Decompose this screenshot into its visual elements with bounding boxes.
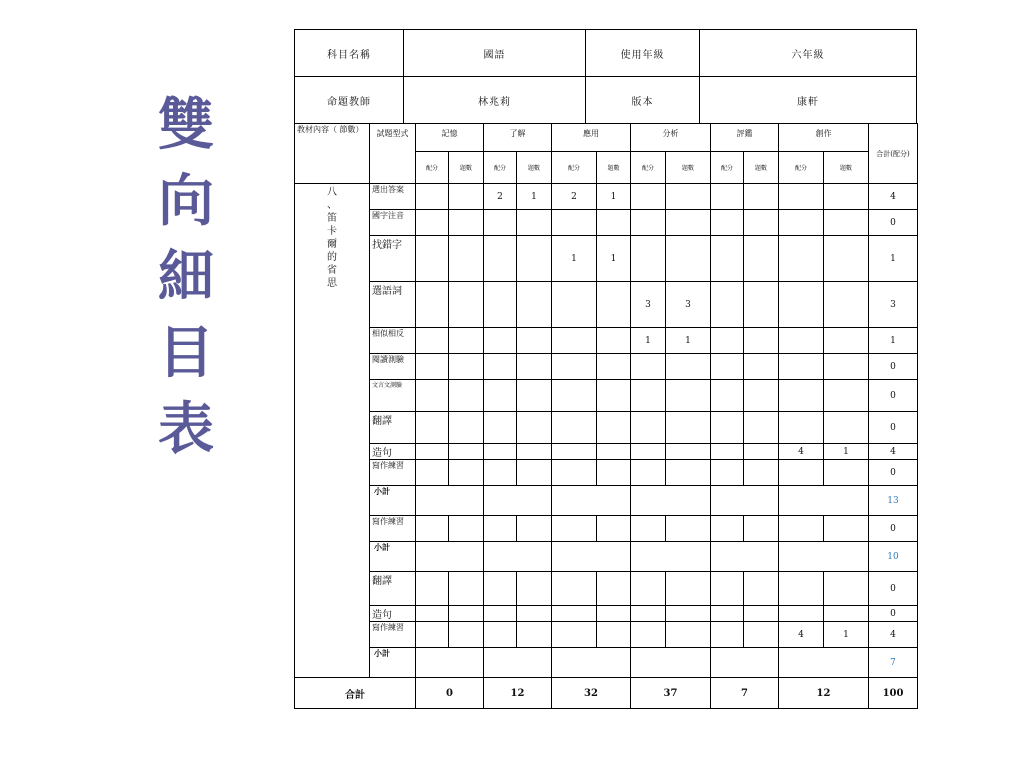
value-cell <box>711 236 744 282</box>
content-char: 的 <box>327 252 337 263</box>
value-cell <box>711 412 744 444</box>
value-cell <box>631 572 666 606</box>
value-cell <box>484 622 517 648</box>
value-cell <box>597 380 631 412</box>
value-cell <box>416 210 449 236</box>
value-cell <box>484 282 517 328</box>
value-cell <box>711 572 744 606</box>
value-cell <box>666 444 711 460</box>
value-cell <box>824 380 869 412</box>
subtotal-cell <box>711 486 779 516</box>
value-cell <box>449 606 484 622</box>
value-cell: 1 <box>631 328 666 354</box>
value-cell: 1 <box>597 236 631 282</box>
value-cell <box>597 282 631 328</box>
value-cell <box>552 444 597 460</box>
value-cell <box>597 354 631 380</box>
value-cell <box>449 236 484 282</box>
value-cell <box>666 380 711 412</box>
teacher-label: 命題教師 <box>295 77 404 124</box>
table-row <box>295 516 918 542</box>
table-row <box>295 572 918 606</box>
value-cell <box>824 210 869 236</box>
subtotal-cell <box>631 486 711 516</box>
value-cell <box>711 354 744 380</box>
value-cell <box>744 380 779 412</box>
value-cell <box>484 516 517 542</box>
value-cell <box>484 460 517 486</box>
value-cell <box>711 460 744 486</box>
value-cell <box>552 282 597 328</box>
value-cell <box>517 606 552 622</box>
value-cell <box>711 516 744 542</box>
value-cell <box>779 380 824 412</box>
table-row <box>295 124 918 152</box>
value-cell <box>744 572 779 606</box>
row-total: 0 <box>869 516 918 542</box>
grade-value: 六年級 <box>700 30 917 77</box>
value-cell <box>517 622 552 648</box>
value-cell: 4 <box>779 622 824 648</box>
value-cell <box>449 516 484 542</box>
value-cell <box>711 444 744 460</box>
score-subheader: 配分 <box>552 152 597 184</box>
content-header: 教材內容（ 節數） <box>295 124 370 184</box>
value-cell <box>824 516 869 542</box>
value-cell <box>744 354 779 380</box>
subtotal-cell <box>552 542 631 572</box>
value-cell <box>779 282 824 328</box>
value-cell <box>744 328 779 354</box>
value-cell <box>416 282 449 328</box>
question-type: 寫作練習 <box>370 460 416 486</box>
value-cell <box>779 606 824 622</box>
subtotal-cell <box>484 648 552 678</box>
category-header: 創作 <box>779 124 869 152</box>
value-cell <box>484 606 517 622</box>
value-cell: 1 <box>824 622 869 648</box>
row-total: 0 <box>869 606 918 622</box>
teacher-value: 林兆莉 <box>404 77 586 124</box>
score-subheader: 配分 <box>631 152 666 184</box>
value-cell <box>711 210 744 236</box>
value-cell <box>517 412 552 444</box>
subtotal-cell <box>779 542 869 572</box>
value-cell <box>449 184 484 210</box>
value-cell <box>484 412 517 444</box>
question-type: 國字注音 <box>370 210 416 236</box>
value-cell <box>597 606 631 622</box>
value-cell <box>824 328 869 354</box>
score-subheader: 配分 <box>416 152 449 184</box>
value-cell <box>779 516 824 542</box>
subtotal-value: 13 <box>869 486 918 516</box>
value-cell <box>449 412 484 444</box>
value-cell <box>824 572 869 606</box>
table-row <box>295 412 918 444</box>
question-type: 相似相反 <box>370 328 416 354</box>
value-cell <box>449 460 484 486</box>
value-cell <box>517 282 552 328</box>
value-cell <box>824 412 869 444</box>
value-cell <box>666 412 711 444</box>
question-type: 翻譯 <box>370 572 416 606</box>
value-cell <box>711 622 744 648</box>
count-subheader: 題數 <box>449 152 484 184</box>
value-cell <box>779 210 824 236</box>
value-cell <box>631 236 666 282</box>
value-cell <box>631 444 666 460</box>
value-cell <box>631 460 666 486</box>
value-cell <box>517 444 552 460</box>
value-cell <box>666 236 711 282</box>
subtotal-label: 小計 <box>370 648 416 678</box>
value-cell <box>416 606 449 622</box>
category-header: 分析 <box>631 124 711 152</box>
question-type: 寫作練習 <box>370 622 416 648</box>
value-cell <box>484 354 517 380</box>
subtotal-cell <box>552 486 631 516</box>
value-cell <box>416 460 449 486</box>
value-cell <box>824 236 869 282</box>
value-cell <box>744 444 779 460</box>
value-cell <box>449 354 484 380</box>
value-cell <box>449 572 484 606</box>
row-total: 0 <box>869 380 918 412</box>
table-row <box>295 606 918 622</box>
value-cell <box>597 572 631 606</box>
subtotal-cell <box>484 486 552 516</box>
row-total: 0 <box>869 460 918 486</box>
subtotal-cell <box>779 648 869 678</box>
value-cell <box>779 412 824 444</box>
value-cell <box>416 184 449 210</box>
value-cell <box>779 184 824 210</box>
value-cell <box>416 412 449 444</box>
value-cell <box>552 354 597 380</box>
value-cell <box>517 572 552 606</box>
row-total: 0 <box>869 572 918 606</box>
count-subheader: 題數 <box>597 152 631 184</box>
table-row <box>295 184 918 210</box>
subtotal-value: 7 <box>869 648 918 678</box>
title-char: 表 <box>158 397 214 462</box>
table-row <box>295 444 918 460</box>
value-cell <box>631 380 666 412</box>
grand-total: 100 <box>869 678 918 709</box>
value-cell <box>517 354 552 380</box>
edition-value: 康軒 <box>700 77 917 124</box>
value-cell: 2 <box>484 184 517 210</box>
table-row <box>295 380 918 412</box>
value-cell: 1 <box>552 236 597 282</box>
title-char: 細 <box>158 245 214 310</box>
value-cell <box>597 622 631 648</box>
value-cell: 4 <box>779 444 824 460</box>
value-cell <box>711 380 744 412</box>
value-cell <box>416 516 449 542</box>
value-cell <box>631 412 666 444</box>
subtotal-label: 小計 <box>370 542 416 572</box>
subject-label: 科目名稱 <box>295 30 404 77</box>
edition-label: 版本 <box>586 77 700 124</box>
value-cell <box>744 282 779 328</box>
value-cell <box>449 328 484 354</box>
content-char: 爾 <box>327 239 337 250</box>
value-cell <box>744 236 779 282</box>
row-total: 4 <box>869 622 918 648</box>
table-row <box>295 282 918 328</box>
grand-total-value: 12 <box>484 678 552 709</box>
value-cell <box>449 622 484 648</box>
value-cell <box>416 328 449 354</box>
title-char: 向 <box>158 169 214 234</box>
value-cell <box>552 572 597 606</box>
value-cell <box>552 210 597 236</box>
value-cell <box>517 516 552 542</box>
value-cell <box>744 184 779 210</box>
value-cell <box>597 460 631 486</box>
value-cell <box>597 210 631 236</box>
table-row <box>295 236 918 282</box>
value-cell <box>552 622 597 648</box>
value-cell <box>416 622 449 648</box>
header-table <box>294 29 917 124</box>
value-cell <box>484 328 517 354</box>
value-cell: 2 <box>552 184 597 210</box>
value-cell <box>631 622 666 648</box>
question-type: 翻譯 <box>370 412 416 444</box>
subtotal-cell <box>484 542 552 572</box>
row-total: 4 <box>869 444 918 460</box>
value-cell <box>824 282 869 328</box>
value-cell <box>517 380 552 412</box>
value-cell <box>779 460 824 486</box>
content-char: 思 <box>327 278 337 289</box>
subtotal-cell <box>631 542 711 572</box>
value-cell <box>666 210 711 236</box>
value-cell <box>744 210 779 236</box>
question-type: 選語詞 <box>370 282 416 328</box>
value-cell <box>631 210 666 236</box>
content-char: 卡 <box>327 226 337 237</box>
count-subheader: 題數 <box>824 152 869 184</box>
subtotal-value: 10 <box>869 542 918 572</box>
table-row <box>295 622 918 648</box>
category-header: 評鑑 <box>711 124 779 152</box>
question-type: 文言文測驗 <box>370 380 416 412</box>
subtotal-cell <box>711 648 779 678</box>
value-cell <box>631 184 666 210</box>
value-cell <box>449 380 484 412</box>
content-char: 、 <box>327 200 337 211</box>
value-cell <box>484 210 517 236</box>
value-cell <box>666 516 711 542</box>
value-cell <box>484 236 517 282</box>
row-total: 0 <box>869 354 918 380</box>
value-cell <box>631 354 666 380</box>
value-cell <box>597 516 631 542</box>
total-header: 合計(配分) <box>869 124 918 184</box>
question-type: 造句 <box>370 606 416 622</box>
subtotal-cell <box>416 542 484 572</box>
value-cell <box>416 236 449 282</box>
score-subheader: 配分 <box>779 152 824 184</box>
row-total: 1 <box>869 328 918 354</box>
score-subheader: 配分 <box>484 152 517 184</box>
table-row <box>295 678 918 709</box>
value-cell <box>416 444 449 460</box>
category-header: 了解 <box>484 124 552 152</box>
grand-total-value: 12 <box>779 678 869 709</box>
question-type: 閱讀測驗 <box>370 354 416 380</box>
value-cell <box>552 412 597 444</box>
value-cell: 3 <box>666 282 711 328</box>
grand-total-value: 0 <box>416 678 484 709</box>
row-total: 4 <box>869 184 918 210</box>
content-char: 笛 <box>327 213 337 224</box>
value-cell <box>779 572 824 606</box>
value-cell <box>416 354 449 380</box>
count-subheader: 題數 <box>517 152 552 184</box>
value-cell <box>517 236 552 282</box>
vertical-title <box>148 88 224 468</box>
value-cell: 3 <box>631 282 666 328</box>
table-row <box>295 486 918 516</box>
value-cell <box>449 282 484 328</box>
value-cell <box>711 184 744 210</box>
type-header: 試題型式 <box>370 124 416 184</box>
value-cell: 1 <box>597 184 631 210</box>
title-char: 目 <box>158 321 214 386</box>
subtotal-cell <box>416 486 484 516</box>
question-type: 寫作練習 <box>370 516 416 542</box>
value-cell <box>711 328 744 354</box>
grand-total-value: 32 <box>552 678 631 709</box>
question-type: 找錯字 <box>370 236 416 282</box>
row-total: 0 <box>869 210 918 236</box>
table-row <box>295 648 918 678</box>
value-cell <box>484 444 517 460</box>
value-cell: 1 <box>824 444 869 460</box>
subtotal-cell <box>779 486 869 516</box>
value-cell <box>517 210 552 236</box>
value-cell <box>484 380 517 412</box>
value-cell <box>779 354 824 380</box>
value-cell <box>824 606 869 622</box>
subtotal-label: 小計 <box>370 486 416 516</box>
value-cell <box>666 622 711 648</box>
value-cell <box>779 236 824 282</box>
grand-total-value: 37 <box>631 678 711 709</box>
value-cell <box>552 516 597 542</box>
grand-total-label: 合計 <box>295 678 416 709</box>
score-subheader: 配分 <box>711 152 744 184</box>
value-cell <box>744 412 779 444</box>
value-cell <box>666 184 711 210</box>
value-cell <box>597 412 631 444</box>
count-subheader: 題數 <box>666 152 711 184</box>
value-cell <box>552 606 597 622</box>
question-type: 選出答案 <box>370 184 416 210</box>
table-row <box>295 460 918 486</box>
value-cell <box>824 184 869 210</box>
category-header: 應用 <box>552 124 631 152</box>
value-cell <box>597 328 631 354</box>
value-cell <box>711 606 744 622</box>
subtotal-cell <box>552 648 631 678</box>
value-cell <box>824 460 869 486</box>
value-cell <box>824 354 869 380</box>
value-cell <box>484 572 517 606</box>
row-total: 0 <box>869 412 918 444</box>
value-cell <box>416 572 449 606</box>
subtotal-cell <box>631 648 711 678</box>
content-cell <box>295 184 370 678</box>
value-cell <box>666 354 711 380</box>
value-cell <box>666 572 711 606</box>
value-cell <box>552 328 597 354</box>
value-cell <box>711 282 744 328</box>
value-cell <box>631 516 666 542</box>
value-cell <box>449 210 484 236</box>
value-cell: 1 <box>517 184 552 210</box>
value-cell <box>744 606 779 622</box>
row-total: 3 <box>869 282 918 328</box>
value-cell <box>552 380 597 412</box>
value-cell <box>744 460 779 486</box>
value-cell <box>744 622 779 648</box>
value-cell <box>779 328 824 354</box>
content-char: 省 <box>327 265 337 276</box>
value-cell <box>597 444 631 460</box>
value-cell <box>666 460 711 486</box>
subject-value: 國語 <box>404 30 586 77</box>
grand-total-value: 7 <box>711 678 779 709</box>
category-header: 記憶 <box>416 124 484 152</box>
value-cell <box>416 380 449 412</box>
count-subheader: 題數 <box>744 152 779 184</box>
value-cell <box>631 606 666 622</box>
question-type: 造句 <box>370 444 416 460</box>
table-row <box>295 354 918 380</box>
subtotal-cell <box>711 542 779 572</box>
value-cell <box>449 444 484 460</box>
grade-label: 使用年級 <box>586 30 700 77</box>
table-row <box>295 328 918 354</box>
value-cell <box>517 328 552 354</box>
value-cell <box>552 460 597 486</box>
value-cell <box>517 460 552 486</box>
table-row <box>295 210 918 236</box>
value-cell <box>666 606 711 622</box>
subtotal-cell <box>416 648 484 678</box>
title-char: 雙 <box>158 93 214 158</box>
value-cell <box>744 516 779 542</box>
content-char: 八 <box>327 187 337 198</box>
row-total: 1 <box>869 236 918 282</box>
table-row <box>295 542 918 572</box>
value-cell: 1 <box>666 328 711 354</box>
specification-grid <box>294 123 918 709</box>
